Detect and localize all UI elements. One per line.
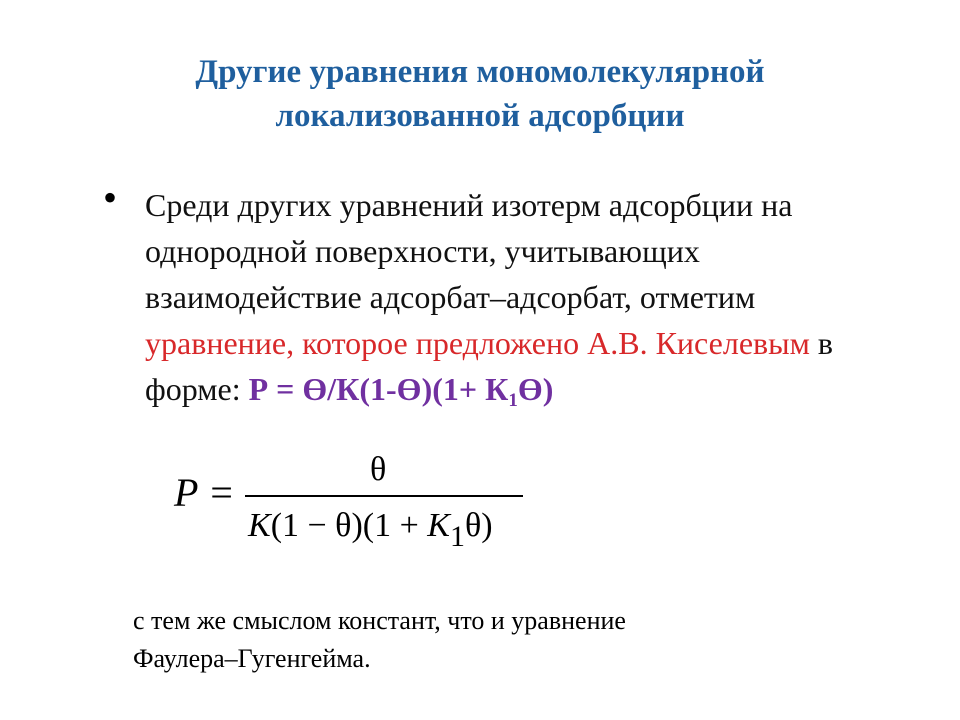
note-text: [133, 602, 833, 678]
bullet-text-intro: Среди других уравнений изотерм адсорбции на однородной поверхности, учитывающих взаимодействие адсорбат–адсорбат, отметим: [145, 187, 793, 315]
fraction-bar: [245, 495, 523, 497]
denominator-k: K: [248, 507, 271, 544]
bullet-paragraph: [145, 182, 905, 424]
slide-title: [0, 50, 960, 138]
bullet-text-form: в форме:: [145, 325, 833, 407]
inline-equation: [248, 371, 554, 411]
bullet-text-highlight: уравнение, которое предложено А.В. Киселевым: [145, 325, 810, 361]
title-line-2: локализованной адсорбции: [275, 98, 685, 134]
bullet-icon: •: [103, 175, 118, 220]
denominator-subscript: 1: [449, 520, 465, 553]
inline-equation-end: Ө): [517, 371, 554, 407]
inline-equation-subscript: 1: [508, 390, 518, 411]
formula-denominator: [248, 502, 493, 551]
note-line-1: с тем же смыслом констант, что и уравнение: [133, 606, 626, 635]
inline-equation-main: Р = Ө/К(1-Ө)(1+ К: [248, 371, 509, 407]
formula-lhs: P =: [174, 470, 235, 515]
title-line-1: Другие уравнения мономолекулярной: [195, 54, 765, 90]
formula-numerator: θ: [370, 451, 387, 488]
denominator-k1: K: [427, 507, 450, 544]
kiselev-formula: [170, 450, 530, 560]
note-line-2: Фаулера–Гугенгейма.: [133, 644, 371, 673]
denominator-middle: (1 − θ)(1 +: [270, 507, 428, 544]
denominator-end: θ): [464, 507, 493, 544]
